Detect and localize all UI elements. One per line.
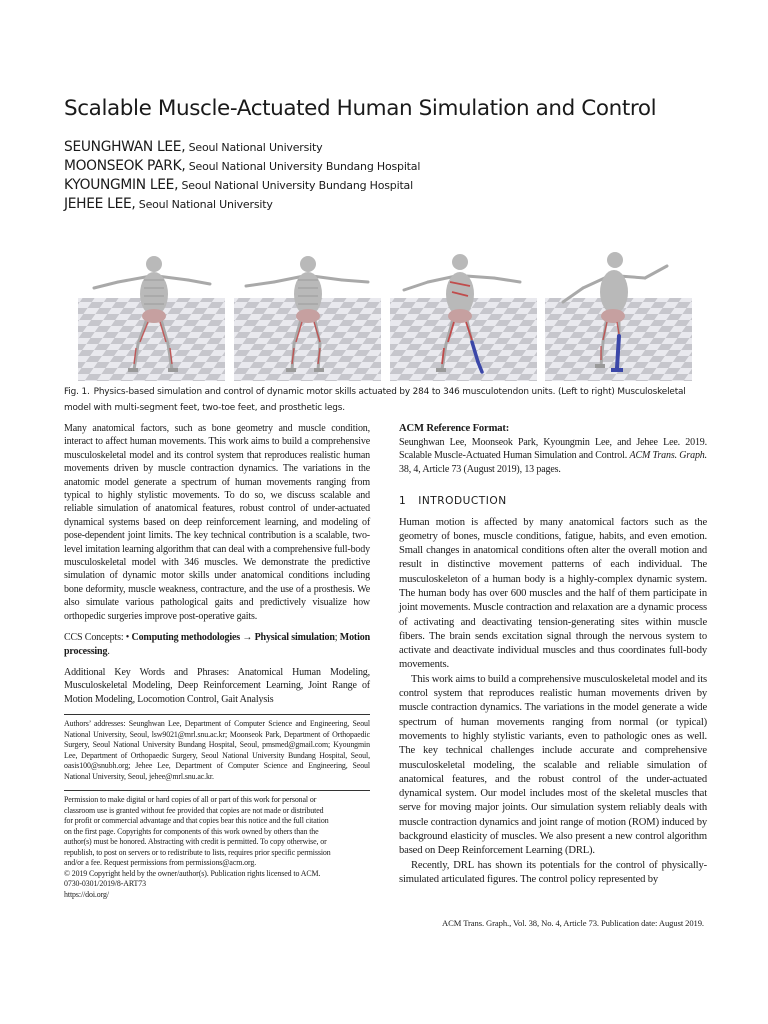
- permission-line: for profit or commercial advantage and that copies bear this notice and the full citation: [64, 816, 329, 826]
- figure-panel-multi-segment-feet-2: [234, 236, 381, 381]
- figure-panel-multi-segment-feet: [78, 236, 225, 381]
- author-affiliation: Seoul National University Bundang Hospital: [185, 160, 421, 173]
- body-paragraph: Recently, DRL has shown its potentials for the control of physically-simulated articulated figures. The control policy represented by: [399, 859, 707, 885]
- permission-line: republish, to post on servers or to redistribute to lists, requires prior specific permission: [64, 847, 331, 857]
- permission-line: on the first page. Copyrights for components of this work owned by others than the: [64, 826, 319, 836]
- musculoskeletal-figure-image: [390, 236, 537, 381]
- body-paragraph: Human motion is affected by many anatomical factors such as the geometry of bones, muscle conditions, fatigue, habits, and even emotion. Small changes in anatomical conditions often alter the overall motion and result in distinctive movement patterns of each individual. The musculoskeleton of a human body is a highly-complex dynamic system. The human body has over 600 muscles and the half of them participate in joint movements. Muscle contraction and relaxation are a dynamic process of activating and deactivating tension-generating sites within muscle fibers. The brain sends excitation signal through the nervous system to activate and deactivate individual muscles and thus coordinates full-body movements.: [399, 516, 707, 671]
- author-name: SEUNGHWAN LEE,: [64, 139, 186, 155]
- copyright-line: © 2019 Copyright held by the owner/author(s). Publication rights licensed to ACM.: [64, 868, 321, 878]
- author-line: [64, 193, 704, 212]
- section-title: INTRODUCTION: [418, 495, 507, 508]
- figure-caption: [64, 385, 706, 416]
- page-footer: ACM Trans. Graph., Vol. 38, No. 4, Article 73. Publication date: August 2019.: [442, 918, 704, 928]
- ccs-end: .: [107, 645, 110, 657]
- permission-notice: [64, 795, 370, 900]
- acm-reference-heading: ACM Reference Format:: [399, 423, 510, 434]
- acm-reference-text: [399, 436, 707, 476]
- author-name: MOONSEOK PARK,: [64, 158, 186, 174]
- author-affiliation: Seoul National University: [135, 198, 273, 211]
- author-affiliation: Seoul National University: [185, 141, 323, 154]
- musculoskeletal-figure-image: [78, 236, 225, 381]
- permission-line: and/or a fee. Request permissions from permissions@acm.org.: [64, 858, 257, 868]
- ccs-concept-physical-simulation: Computing methodologies → Physical simulation: [131, 632, 335, 644]
- figure-panel-prosthetic-leg: [545, 236, 692, 381]
- author-line: [64, 136, 704, 155]
- ccs-prefix: CCS Concepts: •: [64, 632, 132, 644]
- musculoskeletal-figure-image: [545, 236, 692, 381]
- left-column: [64, 422, 370, 900]
- permission-line: classroom use is granted without fee provided that copies are not made or distributed: [64, 805, 324, 815]
- figure-panel-two-toe-feet: [390, 236, 537, 381]
- figure-label: Fig. 1.: [64, 387, 90, 397]
- author-line: [64, 174, 704, 193]
- section-heading: [399, 494, 707, 508]
- ccs-separator: ;: [334, 632, 340, 644]
- acm-reference-volume: 38, 4, Article 73 (August 2019), 13 pages.: [399, 463, 561, 475]
- acm-reference-journal: ACM Trans. Graph.: [629, 450, 708, 462]
- ccs-concepts: [64, 631, 370, 658]
- ccs-concept-motion-processing: Motion processing: [64, 632, 370, 657]
- divider: [64, 790, 370, 791]
- section-number: 1: [399, 495, 407, 508]
- authors-addresses: Authors’ addresses: Seunghwan Lee, Department of Computer Science and Engineering, Seoul National University, Seoul, lsw9021@mrl.snu.ac.kr; Moonseok Park, Department of Orthopaedic Surgery, Seoul National University Bundang Hospital, Seoul, pmsmed@gmail.com; Kyoungmin Lee, Department of Orthopaedic Surgery, Seoul National University Bundang Hospital, Seoul, oasis100@snubh.org; Jehee Lee, Department of Computer Science and Engineering, Seoul National University, Seoul, jehee@mrl.snu.ac.kr.: [64, 719, 370, 781]
- doi-line: https://doi.org/: [64, 889, 109, 899]
- author-name: KYOUNGMIN LEE,: [64, 177, 179, 193]
- issn-line: 0730-0301/2019/8-ART73: [64, 879, 146, 889]
- body-paragraph: This work aims to build a comprehensive musculoskeletal model and its control system that reproduces realistic human movements driven by muscle contraction dynamics. The variations in the model generate a wide spectrum of human movements ranging from normal (or typical) movements to highly stylistic variants, even to pathologic ones as well. The key technical challenges include accurate and comprehensive musculoskeletal modeling, the scalable and reliable simulation of anatomical features, and the robust control of the under-actuated dynamical system. Our model includes most of the skeletal muscles that serve for moving major joints. Our simulation system reliably deals with muscle contraction dynamics and joint range of motion (ROM) induced by background elasticity of muscles. We also present a new control algorithm based on Deep Reinforcement Learning (DRL).: [399, 673, 707, 857]
- acm-reference-citation: Seunghwan Lee, Moonseok Park, Kyoungmin Lee, and Jehee Lee. 2019. Scalable Muscle-Actuated Human Simulation and Control.: [399, 437, 707, 462]
- divider: [64, 714, 370, 715]
- abstract: Many anatomical factors, such as bone geometry and muscle condition, interact to affect human movements. This work aims to build a comprehensive musculoskeletal model and its control system that reproduces realistic human movements driven by muscle contraction dynamics. The variations in the anatomic model generate a spectrum of human movements ranging from typical to highly stylistic movements. To do so, we discuss scalable and reliable simulation of anatomical features, robust control of under-actuated dynamical systems based on deep reinforcement learning, and modeling of pose-dependent joint limits. The key technical contribution is a scalable, two-level imitation learning algorithm that can deal with a comprehensive full-body musculoskeletal model with 346 muscles. We demonstrate the predictive simulation of dynamic motor skills under anatomical conditions including bone deformity, muscle weakness, contracture, and the use of a prosthesis. We also simulate various pathological gaits and predictively visualize how orthopedic surgeries improve post-operative gaits.: [64, 423, 370, 622]
- author-list: [64, 136, 704, 212]
- right-column: [399, 422, 707, 887]
- figure-caption-text: Physics-based simulation and control of dynamic motor skills actuated by 284 to 346 musculotendon units. (Left to right) Musculoskeletal model with multi-segment feet, two-toe feet, and prosthetic legs.: [64, 387, 686, 413]
- author-line: [64, 155, 704, 174]
- teaser-figure: [78, 236, 703, 381]
- paper-title: Scalable Muscle-Actuated Human Simulation and Control: [64, 96, 657, 121]
- author-affiliation: Seoul National University Bundang Hospital: [178, 179, 413, 192]
- author-name: JEHEE LEE,: [64, 196, 136, 212]
- permission-line: author(s) must be honored. Abstracting with credit is permitted. To copy otherwise, or: [64, 837, 327, 847]
- permission-line: Permission to make digital or hard copies of all or part of this work for personal or: [64, 795, 317, 805]
- musculoskeletal-figure-image: [234, 236, 381, 381]
- keywords: Additional Key Words and Phrases: Anatomical Human Modeling, Musculoskeletal Modeling, Deep Reinforcement Learning, Joint Range of Motion Modeling, Locomotion Control, Gait Analysis: [64, 666, 370, 705]
